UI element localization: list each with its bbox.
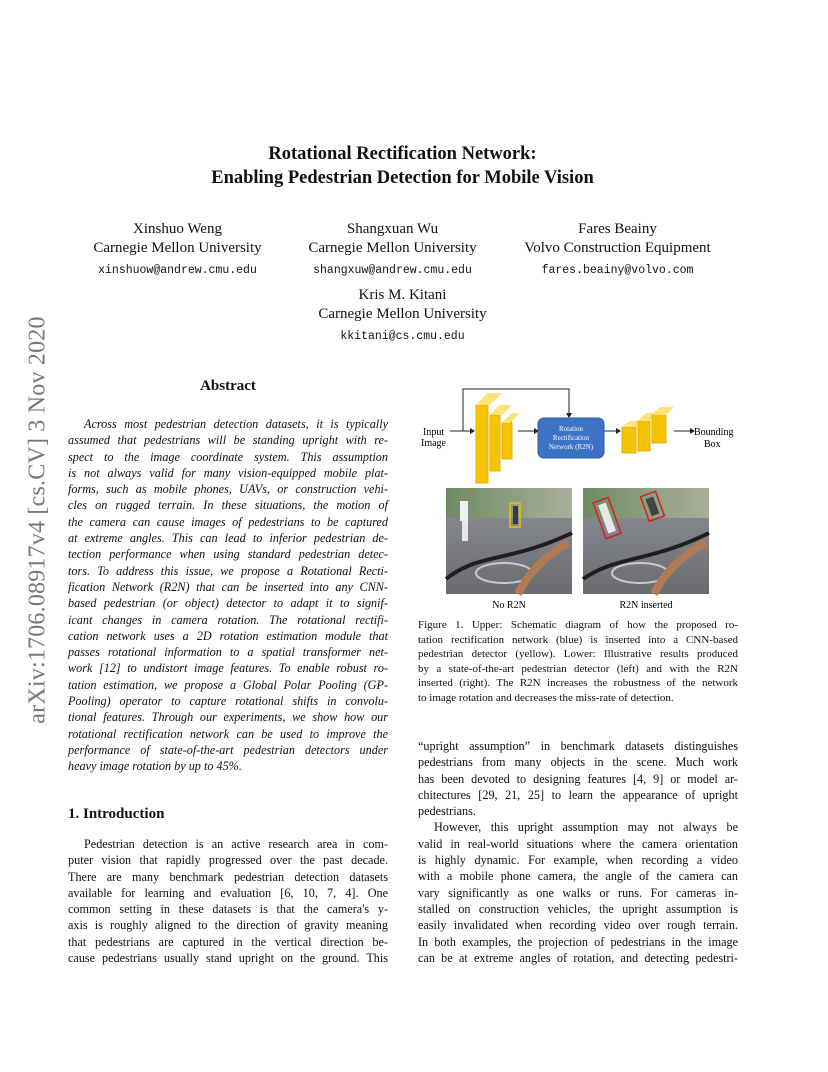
author-name: Xinshuo Weng	[133, 221, 222, 237]
abstract-line: assumed that pedestrians will be standing upright with re-	[68, 433, 388, 448]
abstract-line: rotational rectification network can be used to improve the	[68, 726, 388, 741]
author-name: Kris M. Kitani	[358, 287, 447, 303]
author-email: fares.beainy@volvo.com	[541, 264, 694, 277]
caption-line: tation rectification network (blue) is inserted into a CNN-based	[418, 633, 738, 646]
body-line: “upright assumption” in benchmark datasets distinguishes	[418, 739, 738, 753]
abstract-line: tional features. Through our experiments, we show how our	[68, 710, 388, 725]
abstract-line: tation estimation, we propose a Global Polar Pooling (GP-	[68, 677, 388, 692]
label-r2n-inserted: R2N inserted	[619, 600, 673, 611]
decoder-blocks	[622, 407, 674, 453]
body-line: can be at extreme angles of rotation, and detecting pedestri-	[418, 950, 738, 965]
abstract-line: passes rotational information to a spatial transformer net-	[68, 645, 388, 660]
output-label-2: Box	[704, 439, 721, 450]
right-column-body	[418, 738, 738, 966]
author-affiliation: Carnegie Mellon University	[318, 306, 487, 322]
arrow-head	[566, 413, 572, 418]
body-line: stalled on construction vehicles, the upright assumption is	[418, 901, 738, 916]
figure-1-caption	[418, 618, 738, 706]
body-line: chitectures [29, 21, 25] to learn the appearance of upright	[418, 787, 738, 802]
r2n-label-1: Rotation	[558, 425, 584, 433]
output-label-1: Bounding	[694, 427, 734, 438]
author-affiliation: Volvo Construction Equipment	[524, 240, 711, 256]
body-line: pedestrians from many objects in the scene. Much work	[418, 755, 738, 770]
body-line: is highly dynamic. For example, when recording a video	[418, 853, 738, 868]
author-email: kkitani@cs.cmu.edu	[340, 330, 465, 343]
intro-line: puter vision that rapidly progressed over the past decade.	[68, 853, 388, 868]
body-line: has been devoted to designing features [4, 9] or model ar-	[418, 771, 738, 786]
figure-1	[418, 383, 748, 613]
author-block	[80, 220, 275, 280]
abstract-line: tection performance when using standard pedestrian detec-	[68, 547, 388, 562]
caption-line: Figure 1. Upper: Schematic diagram of how the proposed ro-	[418, 619, 738, 631]
body-line: However, this upright assumption may not always be	[434, 820, 738, 835]
intro-line: available for learning and evaluation [6, 10, 7, 4]. One	[68, 885, 388, 900]
author-block	[510, 220, 725, 280]
author-email: xinshuow@andrew.cmu.edu	[98, 264, 257, 277]
abstract-heading: Abstract	[200, 378, 256, 394]
abstract-line: based pedestrian (or object) detector to adapt it to signif-	[68, 596, 388, 611]
intro-line: axis is roughly aligned to the direction of gravity meaning	[68, 918, 388, 933]
caption-line: inserted (right). The R2N increases the robustness of the network	[418, 677, 738, 690]
abstract-line: cation network uses a 2D rotation estimation module that	[68, 628, 388, 643]
abstract-line: performance of state-of-the-art pedestrian detectors under	[68, 742, 388, 757]
author-block	[295, 220, 490, 280]
abstract-line: the camera can cause images of pedestrians to be captured	[68, 514, 388, 529]
photo-r2n-inserted	[583, 488, 709, 594]
intro-line: that pedestrians are captured in the vertical direction be-	[68, 934, 388, 949]
abstract-line: work [12] to undistort image features. To enable robust ro-	[68, 661, 388, 676]
caption-line: by a state-of-the-art pedestrian detector (left) and with the R2N	[418, 662, 738, 675]
abstract-line: fication Network (R2N) that can be inserted into any CNN-	[68, 579, 388, 594]
abstract-line: Pooling) operator to capture rotational shifts in convolu-	[68, 694, 388, 709]
arrow-head	[470, 428, 475, 434]
caption-line: to image rotation and decreases the miss-rate of detection.	[418, 691, 674, 704]
r2n-label-2: Rectification	[552, 434, 590, 442]
author-block	[295, 286, 510, 346]
label-no-r2n: No R2N	[492, 600, 526, 611]
figure-diagram	[418, 383, 748, 613]
intro-line: There are many benchmark pedestrian detection datasets	[68, 869, 388, 884]
body-line: vary significantly as one walks or runs. For cameras in-	[418, 885, 738, 900]
r2n-label-3: Network (R2N)	[548, 443, 594, 451]
abstract-line: at extreme angles. This can lead to inferior pedestrian de-	[68, 531, 388, 546]
body-line: pedestrians.	[418, 804, 476, 819]
abstract-line: tors. To address this issue, we propose a Rotational Recti-	[68, 563, 388, 578]
section-heading-introduction: 1. Introduction	[68, 806, 165, 822]
body-line: easily invalidated when recording video over rough terrain.	[418, 918, 738, 933]
abstract-line: spect to the image coordinate system. This assumption	[68, 449, 388, 464]
input-label-1: Input	[423, 427, 445, 438]
abstract-line: forms, such as mobile phones, UAVs, or construction vehi-	[68, 482, 388, 497]
photo-no-r2n	[446, 488, 572, 594]
author-affiliation: Carnegie Mellon University	[93, 240, 262, 256]
author-name: Fares Beainy	[578, 221, 657, 237]
abstract-body	[68, 416, 388, 775]
author-email: shangxuw@andrew.cmu.edu	[313, 264, 472, 277]
encoder-blocks	[476, 393, 520, 483]
arrow-head	[616, 428, 621, 434]
abstract-line: cles on rugged terrain. In these situations, the motion of	[68, 498, 388, 513]
author-name: Shangxuan Wu	[346, 221, 439, 237]
body-line: valid in real-world situations where the camera orientation	[418, 836, 738, 851]
paper-title-line-1: Rotational Rectification Network:	[268, 144, 537, 164]
caption-line: pedestrian detector (yellow). Lower: Illustrative results produced	[418, 648, 738, 661]
abstract-line: heavy image rotation by up to 45%.	[68, 759, 242, 774]
paper-title-line-2: Enabling Pedestrian Detection for Mobile Vision	[211, 168, 594, 188]
arxiv-stamp: arXiv:1706.08917v4 [cs.CV] 3 Nov 2020	[24, 316, 51, 724]
intro-line: Pedestrian detection is an active research area in com-	[84, 837, 388, 851]
author-affiliation: Carnegie Mellon University	[308, 240, 477, 256]
abstract-line: is not always valid for many vision-equipped mobile plat-	[68, 465, 388, 480]
abstract-line: icant changes in camera rotation. The rotational rectifi-	[68, 612, 388, 627]
input-label-2: Image	[421, 438, 446, 449]
abstract-line: Across most pedestrian detection datasets, it is typically	[84, 417, 388, 431]
intro-line: common setting in these datasets is that the camera's y-	[68, 902, 388, 917]
intro-body	[68, 836, 388, 966]
intro-line: cause pedestrians usually stand upright on the ground. This	[68, 951, 388, 966]
body-line: with a mobile phone camera, the angle of the camera can	[418, 869, 738, 884]
body-line: In both examples, the projection of pedestrians in the image	[418, 934, 738, 949]
